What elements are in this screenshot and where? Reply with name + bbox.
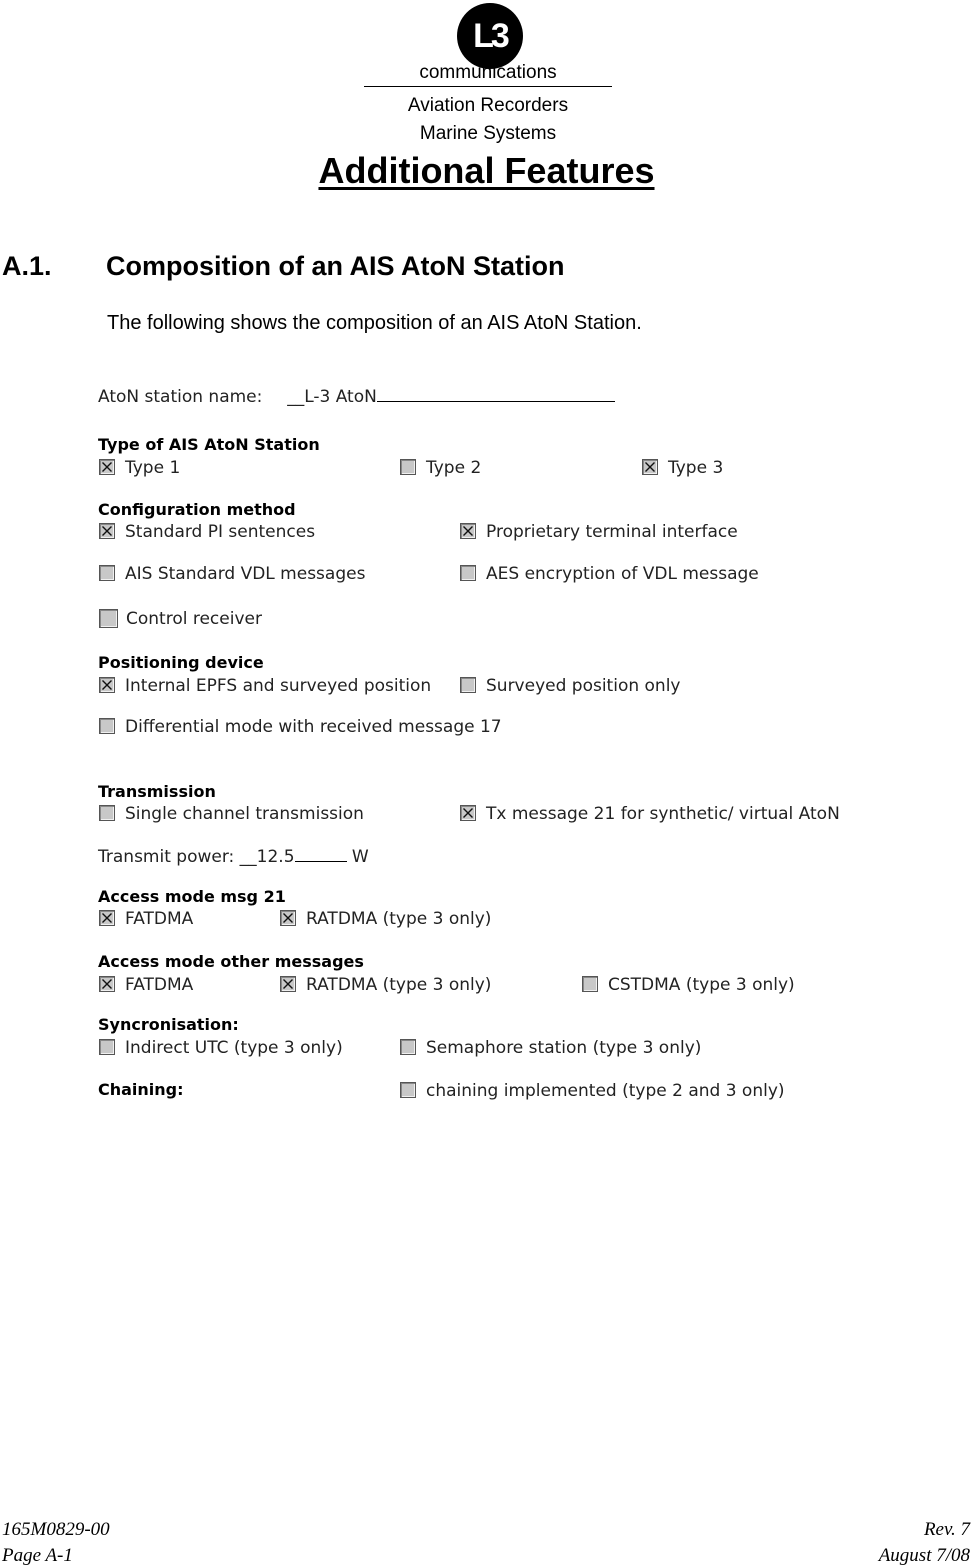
checkbox[interactable]: [460, 805, 476, 821]
check-x-icon: [102, 680, 112, 690]
option-label: Tx message 21 for synthetic/ virtual AtoN: [486, 804, 840, 824]
checkbox[interactable]: [460, 565, 476, 581]
check-x-icon: [645, 462, 655, 472]
option-label: Type 1: [125, 458, 181, 478]
option-label: Surveyed position only: [486, 676, 681, 696]
checkbox[interactable]: [99, 976, 115, 992]
station-name-row: [98, 387, 615, 407]
checkbox[interactable]: [280, 976, 296, 992]
section-intro: The following shows the composition of an AIS AtoN Station.: [107, 312, 642, 334]
checkbox[interactable]: [99, 677, 115, 693]
footer-revision: Rev. 7: [923, 1519, 970, 1540]
logo-text: L3: [473, 17, 507, 55]
option-label: AIS Standard VDL messages: [125, 564, 366, 584]
checkbox[interactable]: [582, 976, 598, 992]
footer-doc-number: 165M0829-00: [2, 1519, 110, 1540]
division-aviation: Aviation Recorders: [407, 95, 569, 116]
checkbox[interactable]: [400, 459, 416, 475]
section-number: A.1.: [2, 251, 52, 281]
check-x-icon: [102, 462, 112, 472]
option-label: chaining implemented (type 2 and 3 only): [426, 1081, 785, 1101]
option-label: Differential mode with received message 17: [125, 717, 502, 737]
checkbox[interactable]: [99, 523, 115, 539]
option-label: CSTDMA (type 3 only): [608, 975, 795, 995]
configuration-heading: Configuration method: [98, 500, 296, 519]
option-label: RATDMA (type 3 only): [306, 975, 492, 995]
positioning-heading: Positioning device: [98, 653, 264, 672]
checkbox[interactable]: [99, 805, 115, 821]
checkbox[interactable]: [400, 1082, 416, 1098]
checkbox[interactable]: [642, 459, 658, 475]
option-label: FATDMA: [125, 909, 194, 929]
station-name-label: AtoN station name:: [98, 387, 263, 407]
option-label: Type 3: [668, 458, 724, 478]
checkbox[interactable]: [99, 1039, 115, 1055]
transmit-power-label: Transmit power:: [98, 847, 235, 867]
check-x-icon: [463, 526, 473, 536]
check-x-icon: [283, 979, 293, 989]
checkbox[interactable]: [99, 718, 115, 734]
option-label: AES encryption of VDL message: [486, 564, 759, 584]
option-label: Type 2: [426, 458, 482, 478]
transmit-power-unit: W: [351, 847, 369, 867]
checkbox[interactable]: [99, 609, 118, 628]
station-name-value: __L-3 AtoN: [287, 387, 377, 407]
option-label: Proprietary terminal interface: [486, 522, 738, 542]
access-msg21-heading: Access mode msg 21: [98, 887, 286, 906]
checkbox[interactable]: [99, 910, 115, 926]
check-x-icon: [463, 808, 473, 818]
section-title: Composition of an AIS AtoN Station: [106, 251, 565, 281]
footer-page-number: Page A-1: [2, 1545, 73, 1566]
footer-date: August 7/08: [878, 1545, 970, 1566]
option-label: RATDMA (type 3 only): [306, 909, 492, 929]
company-rule: [364, 86, 612, 87]
option-label: Internal EPFS and surveyed position: [125, 676, 432, 696]
transmit-power-blank: [295, 861, 347, 862]
checkbox[interactable]: [460, 677, 476, 693]
division-marine: Marine Systems: [419, 123, 557, 144]
option-label: Standard PI sentences: [125, 522, 316, 542]
check-x-icon: [283, 913, 293, 923]
transmission-heading: Transmission: [98, 782, 216, 801]
option-label: FATDMA: [125, 975, 194, 995]
checkbox[interactable]: [460, 523, 476, 539]
type-heading: Type of AIS AtoN Station: [98, 435, 320, 454]
check-x-icon: [102, 526, 112, 536]
checkbox[interactable]: [280, 910, 296, 926]
check-x-icon: [102, 913, 112, 923]
option-label: Control receiver: [126, 609, 262, 629]
option-label: Semaphore station (type 3 only): [426, 1038, 702, 1058]
checkbox[interactable]: [400, 1039, 416, 1055]
option-label: Single channel transmission: [125, 804, 364, 824]
sync-heading: Syncronisation:: [98, 1015, 239, 1034]
transmit-power-value: __12.5: [239, 847, 295, 867]
checkbox[interactable]: [99, 565, 115, 581]
access-other-heading: Access mode other messages: [98, 952, 364, 971]
option-label: Indirect UTC (type 3 only): [125, 1038, 343, 1058]
checkbox[interactable]: [99, 459, 115, 475]
check-x-icon: [102, 979, 112, 989]
chaining-heading: Chaining:: [98, 1080, 184, 1099]
page-title: Additional Features: [318, 150, 655, 191]
transmit-power-row: [98, 847, 369, 867]
company-name: communications: [419, 62, 557, 83]
station-name-blank: [377, 401, 615, 402]
